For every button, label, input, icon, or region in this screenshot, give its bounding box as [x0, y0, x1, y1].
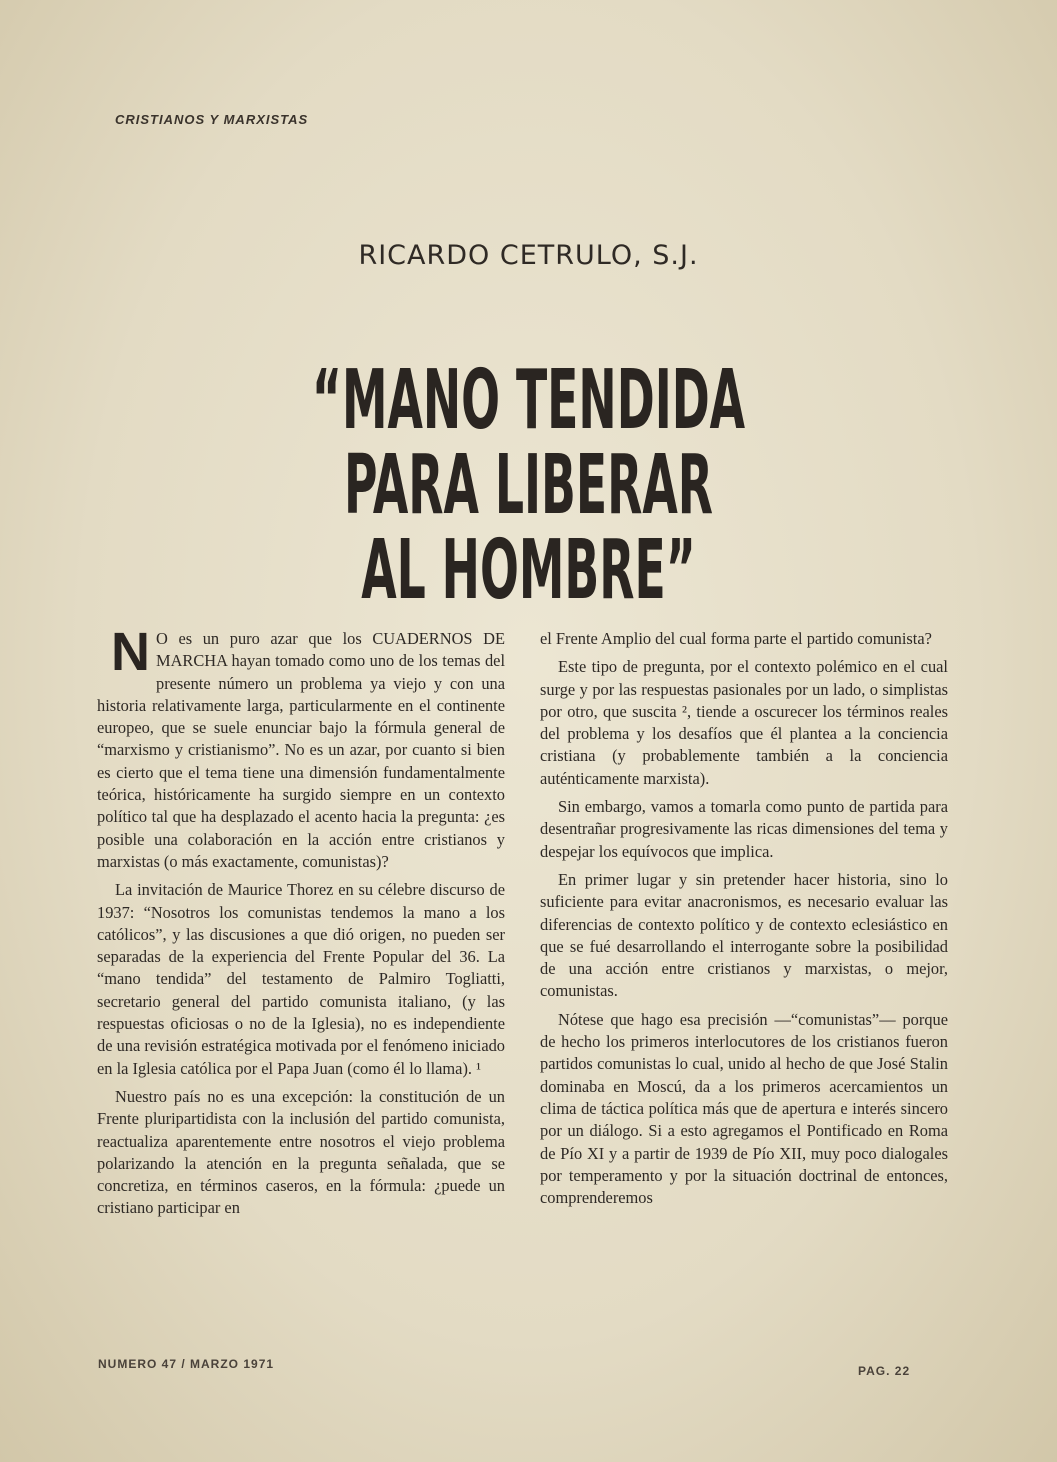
section-header: CRISTIANOS Y MARXISTAS	[115, 112, 309, 127]
page-number: PAG. 22	[858, 1364, 911, 1378]
paragraph: Este tipo de pregunta, por el contexto polémico en el cual surge y por las respuestas pasionales por un lado, o simplistas por otro, que suscita ², tiende a oscurecer los términos reales del problema y los desafíos que él plantea a la conciencia cristiana (y probablemente también a la conciencia auténticamente marxista).	[540, 657, 948, 788]
article-column-left	[97, 622, 505, 1226]
paragraph: Nótese que hago esa precisión —“comunistas”— porque de hecho los primeros interlocutores de los cristianos fueron partidos comunistas lo cual, unido al hecho de que José Stalin dominaba en Moscú, da a los primeros acercamientos un clima de táctica política más que de apertura e interés sincero por un diálogo. Si a esto agregamos el Pontificado en Roma de Pío XI y a partir de 1939 de Pío XII, muy poco dialogales por temperamento y por la situación doctrinal de entonces, comprenderemos	[540, 1009, 948, 1208]
paragraph-text: O es un puro azar que los CUADERNOS DE MARCHA hayan tomado como uno de los temas del presente número un problema ya viejo y con una historia relativamente larga, particularmente en el continente europeo, que se suele enunciar bajo la fórmula general de “marxismo y cristianismo”. No es un azar, por cuanto si bien es cierto que el tema tiene una dimensión fundamentalmente teórica, históricamente ha surgido siempre en un contexto político tal que ha desplazado el acento hacia la pregunta: ¿es posible una colaboración en la acción entre cristianos y marxistas (o más exactamente, comunistas)?	[97, 629, 505, 871]
paragraph: el Frente Amplio del cual forma parte el partido comunista?	[540, 629, 932, 648]
title-line-1: “MANO TENDIDA	[311, 353, 746, 448]
paragraph: Sin embargo, vamos a tomarla como punto de partida para desentrañar progresivamente las ricas dimensiones del tema y despejar los equívocos que implica.	[540, 797, 948, 861]
author-byline: RICARDO CETRULO, S.J.	[358, 240, 699, 271]
paragraph: En primer lugar y sin pretender hacer historia, sino lo suficiente para evitar anacronismos, es necesario evaluar las diferencias de contexto político y de contexto eclesiástico en que se fué desarrollando el interrogante sobre la posibilidad de una acción entre cristianos y marxistas, o mejor, comunistas.	[540, 869, 948, 1001]
title-line-3: AL HOMBRE”	[361, 523, 696, 618]
title-line-2: PARA LIBERAR	[344, 438, 713, 533]
article-column-right	[540, 628, 948, 1215]
article-title	[0, 353, 1057, 618]
drop-cap: N	[111, 622, 150, 682]
paragraph: Nuestro país no es una excepción: la constitución de un Frente pluripartidista con la inclusión del partido comunista, reactualiza aparentemente entre nosotros el viejo problema polarizando la atención en la pregunta señalada, que se concretiza, en términos caseros, en la fórmula: ¿puede un cristiano participar en	[97, 1086, 505, 1218]
paragraph: La invitación de Maurice Thorez en su célebre discurso de 1937: “Nosotros los comunistas tendemos la mano a los católicos”, y las discusiones a que dió origen, no pueden ser separadas de la experiencia del Frente Popular del 36. La “mano tendida” del testamento de Palmiro Togliatti, secretario general del partido comunista italiano, (y las respuestas oficiosas o no de la Iglesia), no es independiente de una revisión estratégica motivada por el fenómeno iniciado en la Iglesia católica por el Papa Juan (como él lo llama). ¹	[97, 880, 505, 1078]
paragraph	[97, 622, 505, 873]
issue-footer: NUMERO 47 / MARZO 1971	[98, 1357, 275, 1371]
